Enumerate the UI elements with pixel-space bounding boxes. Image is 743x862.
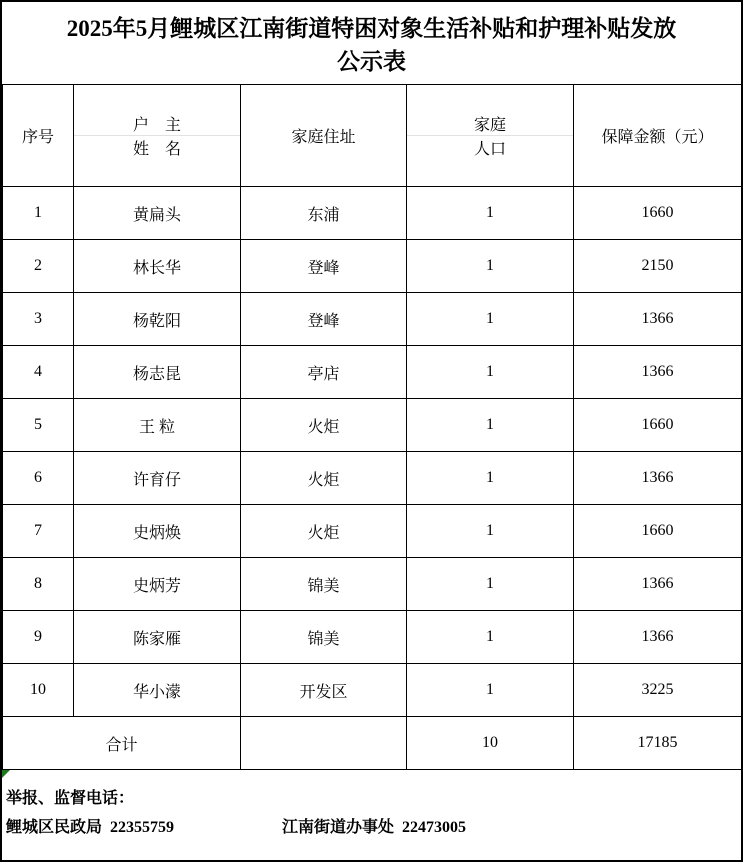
- cell-population: 1: [407, 611, 574, 664]
- total-label: 合计: [3, 717, 241, 770]
- excel-error-corner-icon: [2, 770, 10, 778]
- header-address: 家庭住址: [241, 85, 407, 187]
- header-population-line2: 人口: [473, 141, 506, 158]
- cell-seq: 10: [3, 664, 74, 717]
- cell-name: 杨志昆: [74, 346, 241, 399]
- table-row: [3, 293, 742, 346]
- table-row: [3, 399, 742, 452]
- cell-amount: 1366: [574, 611, 742, 664]
- total-row: [3, 717, 742, 770]
- subsidy-table: [2, 84, 742, 770]
- cell-address: 火炬: [241, 399, 407, 452]
- table-header-row: [3, 85, 742, 187]
- footer-hotline-heading: 举报、监督电话：: [6, 790, 135, 807]
- header-population: [407, 85, 574, 187]
- footer-phone2: 22473005: [402, 819, 467, 836]
- cell-population: 1: [407, 452, 574, 505]
- cell-population: 1: [407, 346, 574, 399]
- footer-phone1: 22355759: [110, 819, 175, 836]
- cell-population: 1: [407, 664, 574, 717]
- cell-population: 1: [407, 293, 574, 346]
- cell-address: 东浦: [241, 187, 407, 240]
- cell-address: 火炬: [241, 505, 407, 558]
- header-name-line1: 户 主: [74, 112, 240, 136]
- cell-name: 杨乾阳: [74, 293, 241, 346]
- cell-seq: 8: [3, 558, 74, 611]
- cell-amount: 1366: [574, 558, 742, 611]
- cell-name: 史炳焕: [74, 505, 241, 558]
- cell-name: 黄扁头: [74, 187, 241, 240]
- total-population: 10: [407, 717, 574, 770]
- cell-address: 开发区: [241, 664, 407, 717]
- cell-address: 锦美: [241, 558, 407, 611]
- cell-amount: 1366: [574, 346, 742, 399]
- footer: [2, 770, 741, 858]
- footer-org1: 鲤城区民政局: [6, 819, 103, 836]
- cell-seq: 3: [3, 293, 74, 346]
- cell-seq: 7: [3, 505, 74, 558]
- header-name-line2: 姓 名: [132, 141, 181, 158]
- cell-amount: 3225: [574, 664, 742, 717]
- cell-amount: 1366: [574, 452, 742, 505]
- header-seq: 序号: [3, 85, 74, 187]
- cell-amount: 1660: [574, 187, 742, 240]
- cell-address: 亭店: [241, 346, 407, 399]
- table-row: [3, 558, 742, 611]
- total-address: [241, 717, 407, 770]
- title-line-2: 公示表: [337, 49, 406, 74]
- footer-org2: 江南街道办事处: [282, 819, 395, 836]
- cell-amount: 1366: [574, 293, 742, 346]
- cell-population: 1: [407, 558, 574, 611]
- header-amount: 保障金额（元）: [574, 85, 742, 187]
- footer-hotline-numbers: [6, 813, 737, 842]
- table-row: [3, 611, 742, 664]
- cell-amount: 1660: [574, 399, 742, 452]
- cell-address: 登峰: [241, 240, 407, 293]
- table-row: [3, 452, 742, 505]
- cell-population: 1: [407, 240, 574, 293]
- header-household-name: [74, 85, 241, 187]
- title-line-1: 2025年5月鲤城区江南街道特困对象生活补贴和护理补贴发放: [66, 16, 677, 41]
- total-amount: 17185: [574, 717, 742, 770]
- cell-seq: 4: [3, 346, 74, 399]
- cell-population: 1: [407, 187, 574, 240]
- cell-seq: 5: [3, 399, 74, 452]
- cell-address: 登峰: [241, 293, 407, 346]
- cell-amount: 1660: [574, 505, 742, 558]
- cell-address: 火炬: [241, 452, 407, 505]
- cell-name: 许育仔: [74, 452, 241, 505]
- cell-name: 林长华: [74, 240, 241, 293]
- cell-name: 华小濛: [74, 664, 241, 717]
- cell-address: 锦美: [241, 611, 407, 664]
- table-row: [3, 240, 742, 293]
- table-row: [3, 664, 742, 717]
- cell-seq: 1: [3, 187, 74, 240]
- cell-amount: 2150: [574, 240, 742, 293]
- cell-seq: 9: [3, 611, 74, 664]
- cell-seq: 6: [3, 452, 74, 505]
- table-row: [3, 346, 742, 399]
- page-title: [2, 2, 741, 84]
- table-row: [3, 505, 742, 558]
- cell-population: 1: [407, 399, 574, 452]
- cell-population: 1: [407, 505, 574, 558]
- table-row: [3, 187, 742, 240]
- cell-name: 陈家雁: [74, 611, 241, 664]
- header-population-line1: 家庭: [407, 112, 573, 136]
- cell-name: 王 粒: [74, 399, 241, 452]
- cell-name: 史炳芳: [74, 558, 241, 611]
- cell-seq: 2: [3, 240, 74, 293]
